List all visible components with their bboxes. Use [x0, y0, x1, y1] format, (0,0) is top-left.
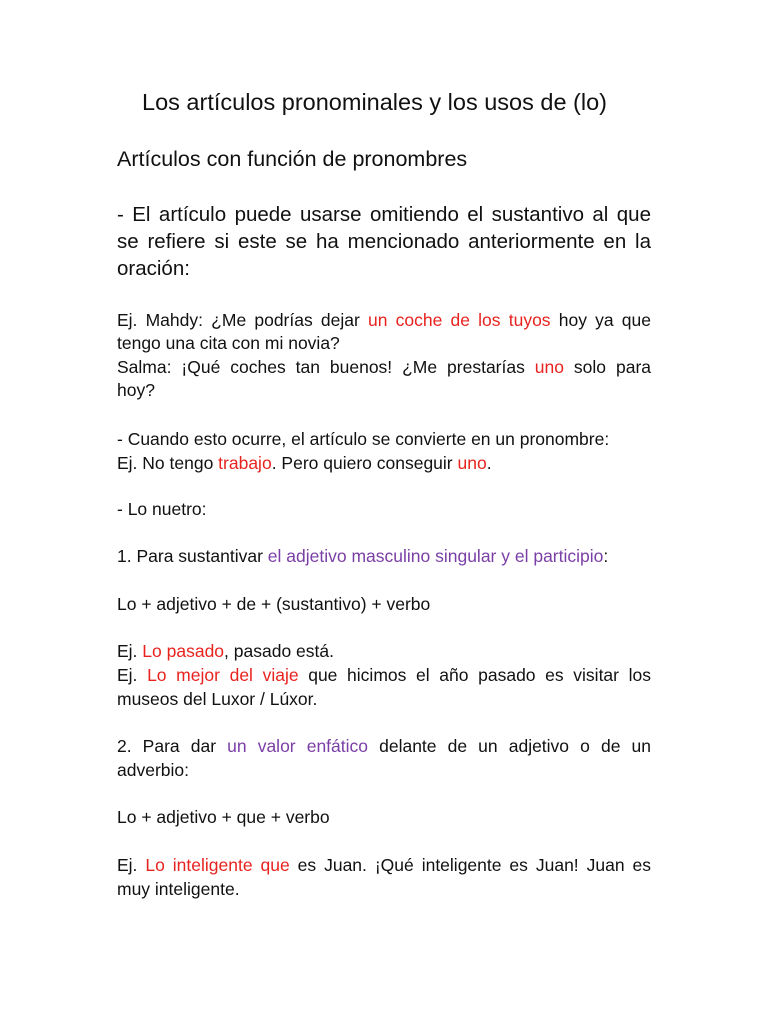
example-text: Salma: ¡Qué coches tan buenos! ¿Me prestarías: [117, 357, 535, 377]
intro-line-1: - El artículo puede usarse omitiendo el sustantivo al que: [117, 203, 651, 226]
highlighted-word: uno: [534, 357, 564, 377]
rule-text: :: [603, 546, 609, 566]
example-1-line-3: [117, 357, 651, 378]
example-2-line-1: - Cuando esto ocurre, el artículo se convierte en un pronombre:: [117, 429, 610, 449]
example-text: es Juan. ¡Qué inteligente es Juan! Juan es: [289, 855, 651, 875]
example-3-line-1: [117, 641, 334, 662]
highlighted-phrase: un coche de los tuyos: [368, 310, 551, 330]
highlighted-word: uno: [457, 453, 487, 473]
document-title: Los artículos pronominales y los usos de (lo): [142, 89, 607, 115]
example-text: . Pero quiero conseguir: [271, 453, 458, 473]
formula-2: Lo + adjetivo + que + verbo: [117, 807, 330, 827]
example-4-line-2: muy inteligente.: [117, 879, 240, 899]
example-2-line-2: [117, 453, 492, 474]
highlighted-phrase: Lo mejor del viaje: [147, 665, 299, 685]
example-text: Ej.: [117, 641, 143, 661]
rule-text: delante de un adjetivo o de un: [368, 736, 651, 756]
example-1-line-2: tengo una cita con mi novia?: [117, 333, 340, 353]
rule-1: [117, 546, 608, 567]
neuter-heading: - Lo nuetro:: [117, 499, 207, 519]
example-text: Ej. Mahdy: ¿Me podrías dejar: [117, 310, 368, 330]
highlighted-phrase: Lo pasado: [142, 641, 225, 661]
rule-2-line-2: adverbio:: [117, 760, 189, 780]
example-text: Ej.: [117, 855, 146, 875]
rule-text: 2. Para dar: [117, 736, 228, 756]
example-3-line-2: [117, 665, 651, 686]
section-heading: Artículos con función de pronombres: [117, 147, 468, 171]
example-text: que hicimos el año pasado es visitar los: [298, 665, 652, 685]
rule-highlight: el adjetivo masculino singular y el participio: [267, 546, 604, 566]
intro-line-3: oración:: [117, 257, 190, 280]
example-text: hoy ya que: [550, 310, 652, 330]
formula-1: Lo + adjetivo + de + (sustantivo) + verbo: [117, 594, 431, 614]
intro-line-2: se refiere si este se ha mencionado anteriormente en la: [117, 230, 651, 253]
highlighted-word: trabajo: [218, 453, 272, 473]
example-text: .: [486, 453, 492, 473]
example-text: Ej. No tengo: [117, 453, 219, 473]
rule-text: 1. Para sustantivar: [117, 546, 268, 566]
rule-2-line-1: [117, 736, 651, 757]
example-text: Ej.: [117, 665, 148, 685]
highlighted-phrase: Lo inteligente que: [145, 855, 290, 875]
example-1-line-1: [117, 310, 651, 331]
example-text: solo para: [564, 357, 652, 377]
example-text: , pasado está.: [224, 641, 334, 661]
example-4-line-1: [117, 855, 651, 876]
example-1-line-4: hoy?: [117, 380, 155, 400]
rule-highlight: un valor enfático: [227, 736, 369, 756]
example-3-line-3: museos del Luxor / Lúxor.: [117, 689, 318, 709]
